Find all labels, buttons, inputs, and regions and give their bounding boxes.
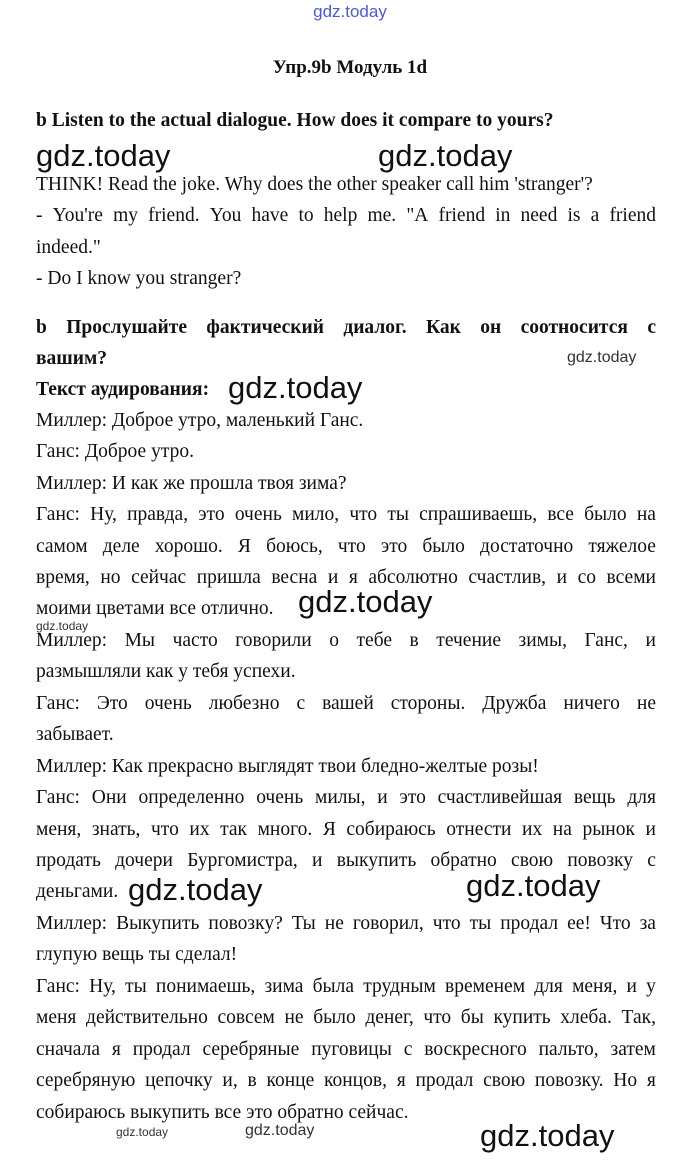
word: знать, bbox=[91, 819, 141, 840]
word: цепочку bbox=[145, 1070, 213, 1091]
word: очень bbox=[144, 693, 192, 714]
transcript-line bbox=[36, 503, 656, 527]
word: Бургомистра, bbox=[187, 850, 298, 871]
word: была bbox=[312, 976, 355, 997]
think-instruction: THINK! Read the joke. Why does the other speaker call him 'stranger'? bbox=[36, 174, 593, 195]
word: ее! bbox=[567, 913, 591, 934]
word: my bbox=[113, 205, 138, 226]
word: и bbox=[645, 819, 656, 840]
transcript-line bbox=[36, 912, 656, 936]
word: вещь bbox=[573, 787, 616, 808]
word: Ну, bbox=[89, 976, 116, 997]
transcript-line: забывает. bbox=[36, 724, 114, 745]
russian-task-line-1 bbox=[36, 316, 656, 340]
word: и bbox=[626, 976, 637, 997]
watermark-large-7: gdz.today bbox=[480, 1118, 615, 1153]
top-watermark: gdz.today bbox=[313, 2, 387, 21]
word: совсем bbox=[217, 1007, 275, 1028]
transcript-line: Миллер: Как прекрасно выглядят твои бледно-желтые розы! bbox=[36, 756, 539, 777]
word: "A bbox=[406, 205, 429, 226]
word: весна bbox=[271, 567, 318, 588]
word: ничего bbox=[563, 693, 620, 714]
word: их bbox=[189, 819, 210, 840]
word: Я bbox=[322, 819, 336, 840]
word: тебе bbox=[356, 630, 393, 651]
word: Миллер: bbox=[36, 630, 108, 651]
word: не bbox=[284, 1007, 304, 1028]
word: ты bbox=[469, 913, 492, 934]
word: счастлив, bbox=[468, 567, 547, 588]
word: отнести bbox=[446, 819, 512, 840]
word: сначала bbox=[36, 1039, 100, 1060]
word: Как bbox=[425, 317, 461, 338]
word: бы bbox=[460, 1007, 484, 1028]
word: b bbox=[36, 317, 47, 338]
word: меня bbox=[36, 1007, 77, 1028]
word: Ганс: bbox=[36, 976, 80, 997]
word: милы, bbox=[315, 787, 366, 808]
word: пришла bbox=[196, 567, 261, 588]
word: собираюсь bbox=[346, 819, 436, 840]
transcript-line: деньгами. bbox=[36, 881, 119, 902]
transcript-label: Текст аудирования: bbox=[36, 379, 210, 400]
word: Что bbox=[599, 913, 631, 934]
word: и bbox=[312, 850, 323, 871]
word: Ганс: bbox=[36, 693, 80, 714]
word: о bbox=[329, 630, 339, 651]
word: Они bbox=[91, 787, 127, 808]
word: на bbox=[636, 504, 656, 525]
word: рынок bbox=[582, 819, 635, 840]
word: фактический bbox=[206, 317, 324, 338]
word: самом bbox=[36, 536, 88, 557]
word: вашей bbox=[322, 693, 374, 714]
word: действительно bbox=[86, 1007, 208, 1028]
word: продал bbox=[132, 1039, 191, 1060]
word: всеми bbox=[606, 567, 656, 588]
word: Прослушайте bbox=[66, 317, 188, 338]
word: Но bbox=[613, 1070, 638, 1091]
word: с bbox=[647, 317, 656, 338]
word: в bbox=[247, 1070, 257, 1091]
word: трудным bbox=[363, 976, 436, 997]
word: Ганс: bbox=[36, 504, 80, 525]
transcript-line: моими цветами все отлично. bbox=[36, 598, 274, 619]
word: что bbox=[349, 504, 378, 525]
word: need bbox=[520, 205, 558, 226]
word: не bbox=[636, 693, 656, 714]
word: со bbox=[577, 567, 596, 588]
word: friend bbox=[438, 205, 486, 226]
watermark-medium-1: gdz.today bbox=[567, 349, 637, 366]
word: меня, bbox=[572, 976, 618, 997]
word: свою bbox=[511, 850, 554, 871]
word: за bbox=[639, 913, 656, 934]
word: говорил, bbox=[352, 913, 424, 934]
word: стороны. bbox=[390, 693, 466, 714]
word: у bbox=[646, 976, 656, 997]
transcript-line: Миллер: Доброе утро, маленький Ганс. bbox=[36, 410, 364, 431]
word: спрашиваешь, bbox=[419, 504, 538, 525]
word: ты bbox=[387, 504, 409, 525]
word: ты bbox=[125, 976, 147, 997]
word: зима bbox=[264, 976, 304, 997]
word: для bbox=[534, 976, 563, 997]
word: говорили bbox=[235, 630, 312, 651]
word: продал bbox=[500, 913, 559, 934]
word: было bbox=[313, 1007, 356, 1028]
transcript-line: Ганс: Доброе утро. bbox=[36, 441, 194, 462]
word: что bbox=[423, 1007, 452, 1028]
word: это bbox=[198, 504, 225, 525]
russian-task-line-2: вашим? bbox=[36, 348, 108, 369]
word: зимы, bbox=[518, 630, 567, 651]
word: friend. bbox=[148, 205, 200, 226]
word: is bbox=[567, 205, 581, 226]
word: много. bbox=[257, 819, 313, 840]
transcript-line bbox=[36, 1006, 656, 1030]
word: затем bbox=[610, 1039, 656, 1060]
word: Мы bbox=[124, 630, 156, 651]
word: - bbox=[36, 205, 43, 226]
word: деле bbox=[102, 536, 140, 557]
word: help bbox=[323, 205, 358, 226]
transcript-line: собираюсь выкупить все это обратно сейчас. bbox=[36, 1102, 409, 1123]
word: боюсь, bbox=[266, 536, 323, 557]
transcript-line bbox=[36, 818, 656, 842]
word: You bbox=[209, 205, 242, 226]
word: have bbox=[251, 205, 289, 226]
transcript-line bbox=[36, 975, 656, 999]
word: но bbox=[100, 567, 121, 588]
word: повозку bbox=[567, 850, 634, 871]
word: это bbox=[399, 787, 426, 808]
word: так bbox=[220, 819, 248, 840]
word: достаточно bbox=[480, 536, 574, 557]
watermark-small-1: gdz.today bbox=[36, 619, 89, 633]
word: течение bbox=[436, 630, 501, 651]
word: You're bbox=[52, 205, 103, 226]
word: и bbox=[377, 787, 388, 808]
word: и bbox=[645, 630, 656, 651]
word: выкупить bbox=[336, 850, 417, 871]
word: соотносится bbox=[520, 317, 628, 338]
english-task: b Listen to the actual dialogue. How does it compare to yours? bbox=[36, 110, 554, 131]
word: и bbox=[556, 567, 568, 588]
word: продать bbox=[36, 850, 101, 871]
word: me. bbox=[367, 205, 397, 226]
word: купить bbox=[493, 1007, 551, 1028]
watermark-small-2: gdz.today bbox=[116, 1125, 169, 1139]
word: Ты bbox=[291, 913, 316, 934]
word: воскресного bbox=[424, 1039, 527, 1060]
watermark-medium-2: gdz.today bbox=[245, 1122, 315, 1139]
word: определенно bbox=[138, 787, 245, 808]
word: to bbox=[298, 205, 314, 226]
word: обратно bbox=[430, 850, 497, 871]
word: временем bbox=[445, 976, 526, 997]
word: я bbox=[396, 1070, 406, 1091]
word: все bbox=[547, 504, 574, 525]
transcript-line: глупую вещь ты сделал! bbox=[36, 944, 238, 965]
word: с bbox=[296, 693, 306, 714]
word: концов, bbox=[324, 1070, 387, 1091]
word: это bbox=[380, 536, 408, 557]
word: тяжелое bbox=[588, 536, 656, 557]
word: на bbox=[552, 819, 572, 840]
joke-line-2: - Do I know you stranger? bbox=[36, 268, 242, 289]
word: Миллер: bbox=[36, 913, 108, 934]
word: повозку? bbox=[208, 913, 283, 934]
word: Дружба bbox=[482, 693, 547, 714]
word: счастливейшая bbox=[437, 787, 563, 808]
word: что bbox=[337, 536, 366, 557]
word: Ганс: bbox=[36, 787, 80, 808]
word: friend bbox=[609, 205, 656, 226]
word: очень bbox=[256, 787, 304, 808]
joke-line-1b: indeed." bbox=[36, 237, 101, 258]
transcript-line bbox=[36, 1069, 656, 1093]
word: серебряную bbox=[36, 1070, 136, 1091]
word: он bbox=[480, 317, 502, 338]
word: не bbox=[324, 913, 344, 934]
word: я bbox=[348, 567, 358, 588]
word: in bbox=[495, 205, 511, 226]
word: серебряные bbox=[202, 1039, 300, 1060]
word: денег, bbox=[365, 1007, 414, 1028]
word: было bbox=[422, 536, 465, 557]
word: их bbox=[522, 819, 543, 840]
word: абсолютно bbox=[368, 567, 458, 588]
watermark-large-3: gdz.today bbox=[228, 370, 363, 405]
word: a bbox=[590, 205, 600, 226]
word: хорошо. bbox=[154, 536, 223, 557]
watermark-large-6: gdz.today bbox=[466, 868, 601, 903]
word: для bbox=[627, 787, 656, 808]
transcript-line: Миллер: И как же прошла твоя зима? bbox=[36, 473, 347, 494]
word: и bbox=[327, 567, 339, 588]
word: и, bbox=[222, 1070, 238, 1091]
watermark-large-2: gdz.today bbox=[378, 138, 513, 173]
word: диалог. bbox=[343, 317, 407, 338]
word: дочери bbox=[115, 850, 173, 871]
word: Ганс, bbox=[584, 630, 628, 651]
word: очень bbox=[234, 504, 282, 525]
word: часто bbox=[172, 630, 218, 651]
transcript-line: размышляли как у тебя успехи. bbox=[36, 661, 296, 682]
word: конце bbox=[266, 1070, 315, 1091]
watermark-large-1: gdz.today bbox=[36, 138, 171, 173]
joke-line-1a bbox=[36, 204, 656, 228]
word: Выкупить bbox=[116, 913, 200, 934]
word: хлеба. bbox=[560, 1007, 612, 1028]
word: свою bbox=[483, 1070, 526, 1091]
word: Я bbox=[237, 536, 251, 557]
transcript-line bbox=[36, 1038, 656, 1062]
word: сейчас bbox=[131, 567, 187, 588]
word: с bbox=[647, 850, 656, 871]
word: пуговицы bbox=[311, 1039, 392, 1060]
word: я bbox=[111, 1039, 121, 1060]
word: любезно bbox=[208, 693, 280, 714]
page-title: Упр.9b Модуль 1d bbox=[272, 57, 428, 78]
word: что bbox=[151, 819, 179, 840]
word: продал bbox=[415, 1070, 474, 1091]
transcript-line bbox=[36, 692, 656, 716]
transcript-line bbox=[36, 535, 656, 559]
word: что bbox=[432, 913, 461, 934]
watermark-large-5: gdz.today bbox=[128, 872, 263, 907]
word: мило, bbox=[292, 504, 340, 525]
word: я bbox=[646, 1070, 656, 1091]
word: понимаешь, bbox=[155, 976, 256, 997]
transcript-line bbox=[36, 786, 656, 810]
word: правда, bbox=[127, 504, 189, 525]
word: Так, bbox=[621, 1007, 656, 1028]
word: было bbox=[584, 504, 627, 525]
transcript-line bbox=[36, 629, 656, 653]
word: Это bbox=[96, 693, 128, 714]
word: с bbox=[403, 1039, 413, 1060]
word: Ну, bbox=[90, 504, 117, 525]
word: в bbox=[409, 630, 419, 651]
word: пальто, bbox=[538, 1039, 599, 1060]
word: меня, bbox=[36, 819, 82, 840]
word: повозку. bbox=[534, 1070, 604, 1091]
watermark-large-4: gdz.today bbox=[298, 584, 433, 619]
word: время, bbox=[36, 567, 90, 588]
